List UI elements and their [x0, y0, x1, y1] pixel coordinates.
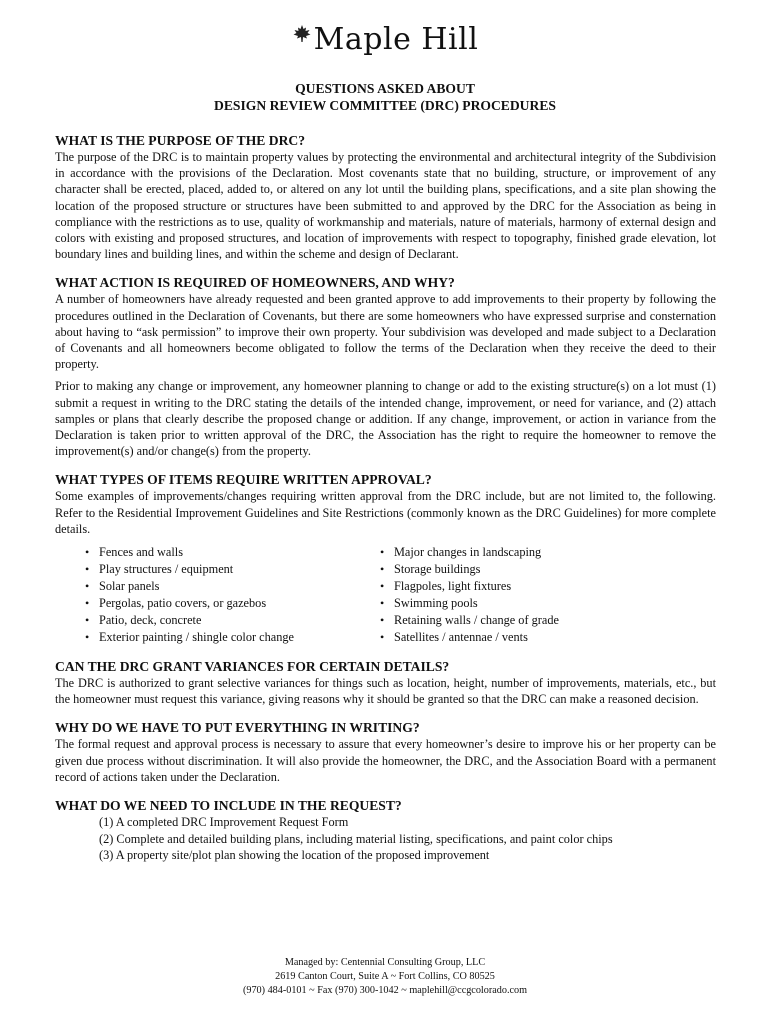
- footer-line-3: (970) 484-0101 ~ Fax (970) 300-1042 ~ maplehill@ccgcolorado.com: [242, 985, 528, 996]
- section-variances: [55, 658, 716, 707]
- list-item: (2) Complete and detailed building plans, including material listing, specifications, and paint color chips: [99, 831, 613, 846]
- section-paragraph: Prior to making any change or improvement, any homeowner planning to change or add to the existing structure(s) on a lot must (1) submit a request in writing to the DRC stating the details of the intended change, improvement, or need for variance, and (2) attach samples or plans that clearly describe the proposed change or addition. If any change, improvement, or action in variance from the Declaration is taken prior to written approval of the DRC, the Association has the right to require the homeowner to remove the improvement(s) and/or change(s) from the property.: [55, 379, 716, 459]
- title-line-1: QUESTIONS ASKED ABOUT: [295, 81, 475, 96]
- logo: [0, 22, 770, 66]
- title-line-2: DESIGN REVIEW COMMITTEE (DRC) PROCEDURES: [214, 98, 556, 113]
- approval-items-lists: [55, 544, 716, 646]
- section-heading: WHAT DO WE NEED TO INCLUDE IN THE REQUEST?: [55, 798, 402, 814]
- list-item: • Play structures / equipment: [55, 561, 350, 578]
- list-item: (3) A property site/plot plan showing the location of the proposed improvement: [99, 848, 490, 863]
- section-purpose: [55, 132, 716, 262]
- section-heading: WHAT ACTION IS REQUIRED OF HOMEOWNERS, AND WHY?: [55, 275, 455, 291]
- section-items: [55, 471, 716, 646]
- section-paragraph: The DRC is authorized to grant selective variances for things such as location, height, number of improvements, materials, etc., but the homeowner must request this variance, giving reasons why it should be granted so that the DRC can make a reasoned decision.: [55, 676, 716, 707]
- section-paragraph: Some examples of improvements/changes requiring written approval from the DRC include, but are not limited to, the following. Refer to the Residential Improvement Guidelines and Site Restrictions (commonly known as the DRC Guidelines) for more complete details.: [55, 489, 716, 536]
- list-item: • Solar panels: [55, 578, 350, 595]
- section-heading: WHAT TYPES OF ITEMS REQUIRE WRITTEN APPROVAL?: [55, 472, 432, 488]
- maple-leaf-icon: [292, 24, 312, 44]
- footer-line-2: 2619 Canton Court, Suite A ~ Fort Collins, CO 80525: [275, 971, 495, 982]
- section-writing: [55, 719, 716, 785]
- list-item: • Pergolas, patio covers, or gazebos: [55, 595, 350, 612]
- list-item: • Retaining walls / change of grade: [350, 612, 680, 629]
- list-item: • Storage buildings: [350, 561, 680, 578]
- section-heading: CAN THE DRC GRANT VARIANCES FOR CERTAIN DETAILS?: [55, 659, 450, 675]
- list-item: • Patio, deck, concrete: [55, 612, 350, 629]
- list-item: • Fences and walls: [55, 544, 350, 561]
- logo-text: Maple Hill: [313, 22, 479, 57]
- list-item: (1) A completed DRC Improvement Request Form: [99, 815, 349, 830]
- document-body: [55, 132, 716, 876]
- list-item: • Flagpoles, light fixtures: [350, 578, 680, 595]
- section-heading: WHAT IS THE PURPOSE OF THE DRC?: [55, 133, 306, 148]
- approval-list-right: [350, 544, 680, 646]
- document-title: [0, 80, 770, 114]
- list-item: • Satellites / antennae / vents: [350, 629, 680, 646]
- list-item: • Swimming pools: [350, 595, 680, 612]
- request-items-list: [55, 814, 716, 864]
- section-action: [55, 274, 716, 459]
- section-paragraph: A number of homeowners have already requested and been granted approve to add improvements to their property by following the procedures outlined in the Declaration of Covenants, but there are some homeowners who have expressed surprise and consternation about having to “ask permission” to improve their own property. Your subdivision was developed and made subject to a Declaration of Covenants and all homeowners become obligated to follow the terms of the Declaration when they receive the deed to their property.: [55, 292, 716, 372]
- section-paragraph: The formal request and approval process is necessary to assure that every homeowner’s desire to improve his or her property can be given due process without discrimination. It will also provide the homeowner, the DRC, and the Association Board with a permanent record of actions taken under the Declaration.: [55, 737, 716, 784]
- footer: [0, 956, 770, 998]
- approval-list-left: [55, 544, 350, 646]
- section-heading: WHY DO WE HAVE TO PUT EVERYTHING IN WRITING?: [55, 720, 420, 736]
- footer-line-1: Managed by: Centennial Consulting Group, LLC: [284, 957, 486, 968]
- section-request: [55, 797, 716, 864]
- section-paragraph: The purpose of the DRC is to maintain property values by protecting the environmental and architectural integrity of the Subdivision in accordance with the provisions of the Declaration. Most covenants state that no building, structure, or improvement of any character shall be erected, placed, added to, or altered on any lot until the building plans, specifications, and a site plan showing the location of the proposed structure or structures have been submitted to and approved by the DRC for the Association as being in compliance with the restrictions as to use, quality of workmanship and materials, nature of materials, harmony of external design and colors with existing and proposed structures, and location of improvements with respect to topography, finished grade elevation, lot boundary lines and building lines, and within the scheme and design of Declarant.: [55, 150, 716, 262]
- list-item: • Exterior painting / shingle color change: [55, 629, 350, 646]
- list-item: • Major changes in landscaping: [350, 544, 680, 561]
